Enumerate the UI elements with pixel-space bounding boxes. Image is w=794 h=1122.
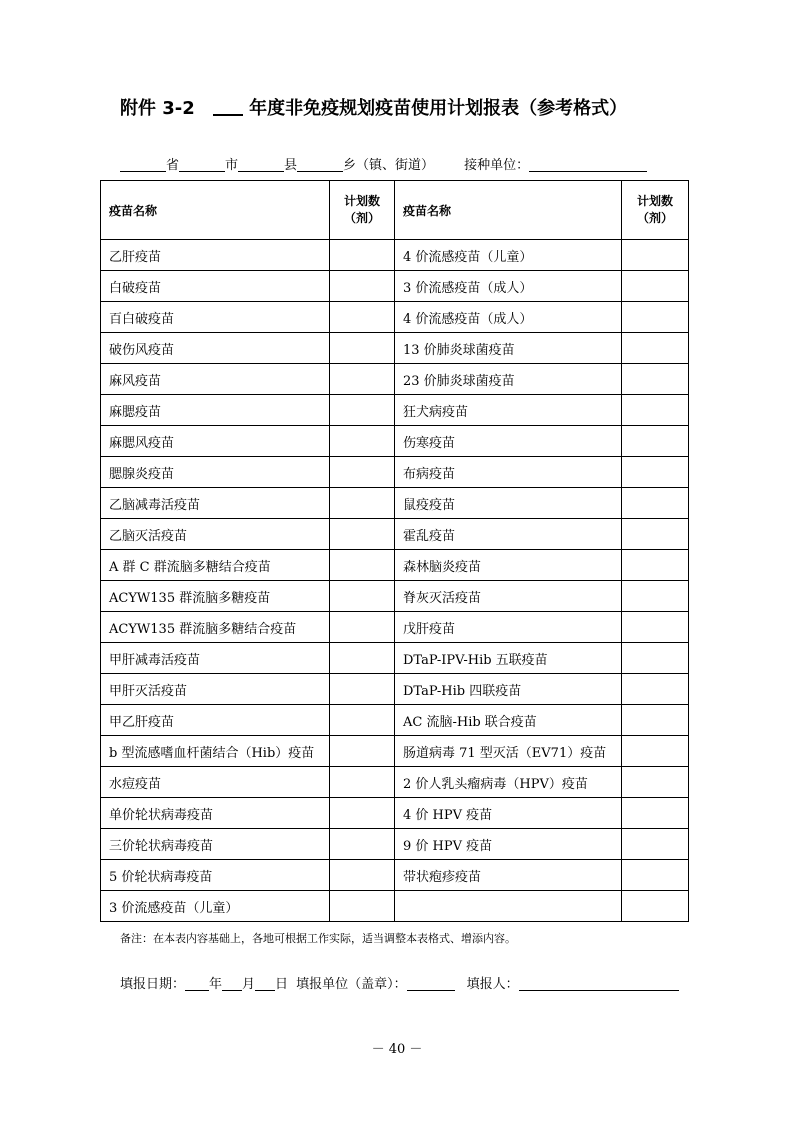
table-row: [101, 612, 689, 643]
header-count-right: [622, 181, 689, 240]
vaccine-name-right: 23 价肺炎球菌疫苗: [395, 364, 622, 395]
location-line: [120, 154, 647, 173]
table-row: [101, 488, 689, 519]
vaccine-name-right: 9 价 HPV 疫苗: [395, 829, 622, 860]
plan-count-right[interactable]: [622, 488, 689, 519]
plan-count-right[interactable]: [622, 860, 689, 891]
reporting-unit-field[interactable]: [407, 976, 455, 991]
table-row: [101, 736, 689, 767]
table-row: [101, 581, 689, 612]
vaccine-name-right: DTaP-Hib 四联疫苗: [395, 674, 622, 705]
province-blank: [120, 157, 166, 172]
table-row: [101, 457, 689, 488]
plan-count-left[interactable]: [330, 333, 395, 364]
city-blank: [179, 157, 225, 172]
plan-count-left[interactable]: [330, 674, 395, 705]
table-row: [101, 333, 689, 364]
vaccine-name-left: 腮腺炎疫苗: [101, 457, 330, 488]
plan-count-right[interactable]: [622, 736, 689, 767]
vaccine-name-left: 白破疫苗: [101, 271, 330, 302]
unit-label: 接种单位：: [464, 158, 530, 173]
vaccine-name-left: b 型流感嗜血杆菌结合（Hib）疫苗: [101, 736, 330, 767]
province-label: 省: [166, 158, 180, 173]
table-row: [101, 519, 689, 550]
township-blank: [297, 157, 343, 172]
year-label: 年: [209, 977, 223, 992]
table-row: [101, 426, 689, 457]
vaccine-name-right: 布病疫苗: [395, 457, 622, 488]
vaccine-name-left: ACYW135 群流脑多糖疫苗: [101, 581, 330, 612]
table-row: [101, 550, 689, 581]
vaccine-name-left: ACYW135 群流脑多糖结合疫苗: [101, 612, 330, 643]
township-label: 乡（镇、街道）: [343, 158, 435, 173]
plan-count-left[interactable]: [330, 705, 395, 736]
plan-count-left[interactable]: [330, 860, 395, 891]
table-row: [101, 643, 689, 674]
plan-count-right[interactable]: [622, 240, 689, 271]
table-row: [101, 674, 689, 705]
vaccine-name-right: [395, 891, 622, 922]
plan-count-left[interactable]: [330, 364, 395, 395]
vaccine-name-right: 戊肝疫苗: [395, 612, 622, 643]
vaccine-name-left: 百白破疫苗: [101, 302, 330, 333]
vaccine-name-left: A 群 C 群流脑多糖结合疫苗: [101, 550, 330, 581]
county-blank: [238, 157, 284, 172]
vaccine-name-left: 乙脑灭活疫苗: [101, 519, 330, 550]
plan-count-right[interactable]: [622, 612, 689, 643]
plan-count-right[interactable]: [622, 891, 689, 922]
date-label: 填报日期：: [120, 977, 186, 992]
plan-count-left[interactable]: [330, 643, 395, 674]
vaccine-name-right: AC 流脑-Hib 联合疫苗: [395, 705, 622, 736]
table-row: [101, 705, 689, 736]
header-count-left-line1: 计划数: [343, 194, 380, 208]
vaccine-name-right: 13 价肺炎球菌疫苗: [395, 333, 622, 364]
header-count-right-line1: 计划数: [636, 194, 673, 208]
page-title: [120, 94, 627, 120]
header-vaccine-name-right: 疫苗名称: [395, 181, 622, 240]
vaccine-name-left: 单价轮状病毒疫苗: [101, 798, 330, 829]
plan-count-right[interactable]: [622, 395, 689, 426]
vaccine-name-right: 狂犬病疫苗: [395, 395, 622, 426]
plan-count-right[interactable]: [622, 767, 689, 798]
vaccine-name-left: 水痘疫苗: [101, 767, 330, 798]
vaccine-name-left: 麻腮风疫苗: [101, 426, 330, 457]
plan-count-right[interactable]: [622, 550, 689, 581]
plan-count-right[interactable]: [622, 457, 689, 488]
plan-count-left[interactable]: [330, 271, 395, 302]
month-label: 月: [242, 977, 256, 992]
vaccine-name-right: 脊灰灭活疫苗: [395, 581, 622, 612]
plan-count-left[interactable]: [330, 736, 395, 767]
page-number: － 40 －: [371, 1042, 423, 1057]
table-row: [101, 364, 689, 395]
plan-count-left[interactable]: [330, 829, 395, 860]
plan-count-right[interactable]: [622, 705, 689, 736]
note: 备注：在本表内容基础上，各地可根据工作实际，适当调整本表格式、增添内容。: [120, 932, 516, 945]
vaccine-name-left: 5 价轮状病毒疫苗: [101, 860, 330, 891]
filler-field[interactable]: [519, 976, 679, 991]
year-blank: [213, 98, 243, 116]
plan-count-right[interactable]: [622, 426, 689, 457]
reporting-unit-label: 填报单位（盖章）：: [296, 977, 407, 992]
vaccine-name-right: 4 价流感疫苗（儿童）: [395, 240, 622, 271]
vaccine-name-right: 4 价 HPV 疫苗: [395, 798, 622, 829]
vaccine-name-left: 3 价流感疫苗（儿童）: [101, 891, 330, 922]
table-row: [101, 798, 689, 829]
plan-count-right[interactable]: [622, 364, 689, 395]
vaccine-name-left: 麻腮疫苗: [101, 395, 330, 426]
plan-count-left[interactable]: [330, 395, 395, 426]
plan-count-right[interactable]: [622, 333, 689, 364]
day-field[interactable]: [255, 976, 275, 991]
plan-count-left[interactable]: [330, 550, 395, 581]
plan-count-left[interactable]: [330, 302, 395, 333]
vaccine-name-left: 甲肝灭活疫苗: [101, 674, 330, 705]
plan-count-left[interactable]: [330, 519, 395, 550]
plan-count-left[interactable]: [330, 891, 395, 922]
table-row: [101, 829, 689, 860]
filler-label: 填报人：: [466, 977, 519, 992]
table-row: [101, 767, 689, 798]
city-label: 市: [225, 158, 239, 173]
vaccine-name-right: 鼠疫疫苗: [395, 488, 622, 519]
plan-count-left[interactable]: [330, 798, 395, 829]
header-vaccine-name-left: 疫苗名称: [101, 181, 330, 240]
plan-count-right[interactable]: [622, 674, 689, 705]
plan-count-left[interactable]: [330, 581, 395, 612]
plan-count-right[interactable]: [622, 519, 689, 550]
plan-count-right[interactable]: [622, 271, 689, 302]
unit-blank: [529, 157, 647, 172]
year-field[interactable]: [185, 976, 209, 991]
plan-count-right[interactable]: [622, 302, 689, 333]
table-header-row: [101, 181, 689, 240]
vaccine-name-left: 三价轮状病毒疫苗: [101, 829, 330, 860]
table-row: [101, 240, 689, 271]
day-label: 日: [275, 977, 289, 992]
vaccine-name-right: 肠道病毒 71 型灭活（EV71）疫苗: [395, 736, 622, 767]
plan-count-left[interactable]: [330, 767, 395, 798]
plan-count-left[interactable]: [330, 240, 395, 271]
plan-count-left[interactable]: [330, 426, 395, 457]
vaccine-name-left: 乙肝疫苗: [101, 240, 330, 271]
plan-count-left[interactable]: [330, 612, 395, 643]
vaccine-name-left: 破伤风疫苗: [101, 333, 330, 364]
plan-count-right[interactable]: [622, 581, 689, 612]
table-row: [101, 860, 689, 891]
vaccine-name-right: 伤寒疫苗: [395, 426, 622, 457]
vaccine-name-right: 3 价流感疫苗（成人）: [395, 271, 622, 302]
vaccine-name-right: 带状疱疹疫苗: [395, 860, 622, 891]
month-field[interactable]: [222, 976, 242, 991]
table-row: [101, 271, 689, 302]
vaccine-plan-table: [100, 180, 689, 922]
plan-count-left[interactable]: [330, 488, 395, 519]
footer-line: [120, 973, 679, 992]
plan-count-right[interactable]: [622, 643, 689, 674]
vaccine-name-left: 麻风疫苗: [101, 364, 330, 395]
title-text: 年度非免疫规划疫苗使用计划报表（参考格式）: [249, 98, 628, 119]
title-prefix: 附件 3-2: [120, 98, 195, 119]
vaccine-name-left: 甲肝减毒活疫苗: [101, 643, 330, 674]
header-count-right-line2: （剂）: [636, 211, 673, 225]
vaccine-name-left: 甲乙肝疫苗: [101, 705, 330, 736]
table-row: [101, 891, 689, 922]
vaccine-name-right: 霍乱疫苗: [395, 519, 622, 550]
header-count-left-line2: （剂）: [343, 211, 380, 225]
plan-count-right[interactable]: [622, 829, 689, 860]
county-label: 县: [284, 158, 298, 173]
plan-count-right[interactable]: [622, 798, 689, 829]
header-count-left: [330, 181, 395, 240]
vaccine-name-right: 森林脑炎疫苗: [395, 550, 622, 581]
vaccine-name-right: 2 价人乳头瘤病毒（HPV）疫苗: [395, 767, 622, 798]
plan-count-left[interactable]: [330, 457, 395, 488]
table-row: [101, 302, 689, 333]
vaccine-name-left: 乙脑减毒活疫苗: [101, 488, 330, 519]
vaccine-name-right: DTaP-IPV-Hib 五联疫苗: [395, 643, 622, 674]
table-row: [101, 395, 689, 426]
vaccine-name-right: 4 价流感疫苗（成人）: [395, 302, 622, 333]
